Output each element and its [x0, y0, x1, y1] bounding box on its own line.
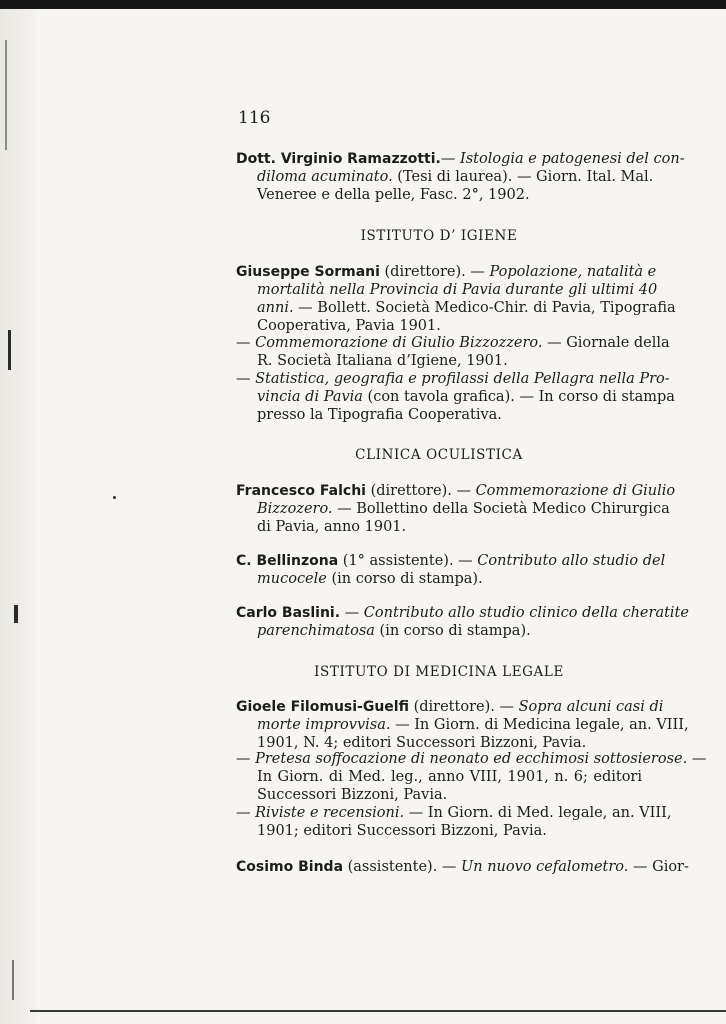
entry-text: Veneree e della pelle, Fasc. 2°, 1902.	[257, 187, 530, 203]
entry-dash: —	[236, 805, 256, 821]
entry-continuation-line	[257, 716, 689, 735]
entry-text: presso la Tipografia Cooperativa.	[257, 407, 502, 423]
entry-text: —	[687, 751, 707, 767]
entry-text: —	[340, 605, 364, 621]
entry-dash: —	[236, 751, 256, 767]
section-heading: ISTITUTO D’ IGIENE	[360, 228, 518, 244]
entry-first-line	[236, 150, 685, 169]
entry-author: Dott. Virginio Ramazzotti.	[236, 151, 441, 167]
entry-continuation-line	[257, 406, 502, 425]
entry-first-line	[236, 858, 689, 877]
entry-title: Popolazione, natalità e	[489, 264, 657, 280]
entry-title: Riviste e recensioni.	[255, 805, 405, 821]
section-heading: CLINICA OCULISTICA	[355, 447, 523, 463]
entry-author: Cosimo Binda	[236, 859, 344, 875]
entry-text: 1901; editori Successori Bizzoni, Pavia.	[257, 823, 547, 839]
entry-text: (Tesi di laurea). — Giorn. Ital. Mal.	[392, 169, 654, 185]
entry-text: (direttore). —	[408, 699, 519, 715]
scan-mark	[5, 40, 7, 150]
entry-text: (in corso di stampa).	[374, 623, 531, 639]
entry-continuation-line	[257, 388, 675, 407]
entry-continuation-line	[257, 281, 658, 300]
entry-first-line	[236, 804, 672, 823]
entry-title: Sopra alcuni casi di	[518, 699, 664, 715]
entry-title: Contributo allo studio clinico della cheratite	[363, 605, 689, 621]
entry-continuation-line	[257, 518, 406, 537]
entry-author: Carlo Baslini.	[236, 605, 341, 621]
entry-text: — Giornale della	[542, 335, 670, 351]
entry-text: — In Giorn. di Medicina legale, an. VIII,	[390, 717, 689, 733]
entry-text: (con tavola grafica). — In corso di stampa	[362, 389, 675, 405]
entry-title: Un nuovo cefalometro.	[461, 859, 629, 875]
entry-first-line	[236, 263, 657, 282]
entry-continuation-line	[257, 786, 447, 805]
entry-title: Commemorazione di Giulio	[475, 483, 676, 499]
entry-text: Cooperativa, Pavia 1901.	[257, 318, 441, 334]
entry-title: Istologia e patogenesi del con-	[459, 151, 685, 167]
page-number: 116	[238, 108, 271, 128]
entry-author: Gioele Filomusi-Guelfi	[236, 699, 409, 715]
scan-bottom-edge	[30, 1010, 726, 1012]
entry-continuation-line	[257, 500, 670, 519]
entry-title: Pretesa soffocazione di neonato ed ecchimosi sottosierose.	[255, 751, 688, 767]
entry-dash: —	[236, 371, 256, 387]
entry-text: R. Società Italiana d’Igiene, 1901.	[257, 353, 508, 369]
entry-continuation-line	[257, 822, 547, 841]
entry-first-line	[236, 552, 666, 571]
entry-text: — Bollett. Società Medico-Chir. di Pavia, Tipografia	[293, 300, 676, 316]
entry-title: morte improvvisa.	[257, 717, 391, 733]
scan-top-edge	[0, 0, 726, 9]
entry-text: (1° assistente). —	[338, 553, 478, 569]
entry-title: Bizzozero.	[257, 501, 333, 517]
entry-text: In Giorn. di Med. leg., anno VIII, 1901, n. 6; editori	[257, 769, 642, 785]
entry-text: (in corso di stampa).	[326, 571, 483, 587]
scan-mark	[12, 960, 14, 1000]
entry-first-line	[236, 750, 707, 769]
entry-author: Francesco Falchi	[236, 483, 366, 499]
entry-text: — Bollettino della Società Medico Chirurgica	[332, 501, 670, 517]
entry-title: Contributo allo studio del	[477, 553, 666, 569]
scan-mark	[14, 605, 18, 623]
entry-text: 1901, N. 4; editori Successori Bizzoni, Pavia.	[257, 735, 587, 751]
entry-text: — Gior-	[628, 859, 689, 875]
entry-first-line	[236, 370, 670, 389]
entry-text: Successori Bizzoni, Pavia.	[257, 787, 448, 803]
entry-text: di Pavia, anno 1901.	[257, 519, 407, 535]
entry-continuation-line	[257, 622, 531, 641]
entry-first-line	[236, 604, 689, 623]
entry-author: Giuseppe Sormani	[236, 264, 380, 280]
entry-first-line	[236, 482, 676, 501]
entry-text: (direttore). —	[379, 264, 490, 280]
entry-title: parenchimatosa	[257, 623, 375, 639]
entry-continuation-line	[257, 299, 676, 318]
entry-title: mucocele	[257, 571, 327, 587]
entry-text: — In Giorn. di Med. legale, an. VIII,	[404, 805, 672, 821]
entry-continuation-line	[257, 570, 483, 589]
entry-title: anni.	[257, 300, 294, 316]
entry-continuation-line	[257, 186, 530, 205]
entry-title: Commemorazione di Giulio Bizzozzero.	[255, 335, 543, 351]
entry-continuation-line	[257, 168, 654, 187]
entry-title: mortalità nella Provincia di Pavia durante gli ultimi 40	[257, 282, 658, 298]
entry-dash: —	[236, 335, 256, 351]
section-heading: ISTITUTO DI MEDICINA LEGALE	[314, 664, 564, 680]
entry-text: (assistente). —	[343, 859, 462, 875]
entry-title: vincia di Pavia	[257, 389, 363, 405]
scan-speck	[113, 496, 116, 499]
entry-continuation-line	[257, 768, 642, 787]
scan-mark	[8, 330, 11, 370]
entry-continuation-line	[257, 352, 508, 371]
entry-first-line	[236, 334, 670, 353]
entry-first-line	[236, 698, 664, 717]
entry-author: C. Bellinzona	[236, 553, 339, 569]
entry-text: (direttore). —	[365, 483, 476, 499]
entry-title: diloma acuminato.	[257, 169, 393, 185]
entry-title: Statistica, geografia e profilassi della Pellagra nella Pro-	[255, 371, 670, 387]
scan-gutter	[0, 0, 36, 1024]
entry-text: —	[440, 151, 460, 167]
